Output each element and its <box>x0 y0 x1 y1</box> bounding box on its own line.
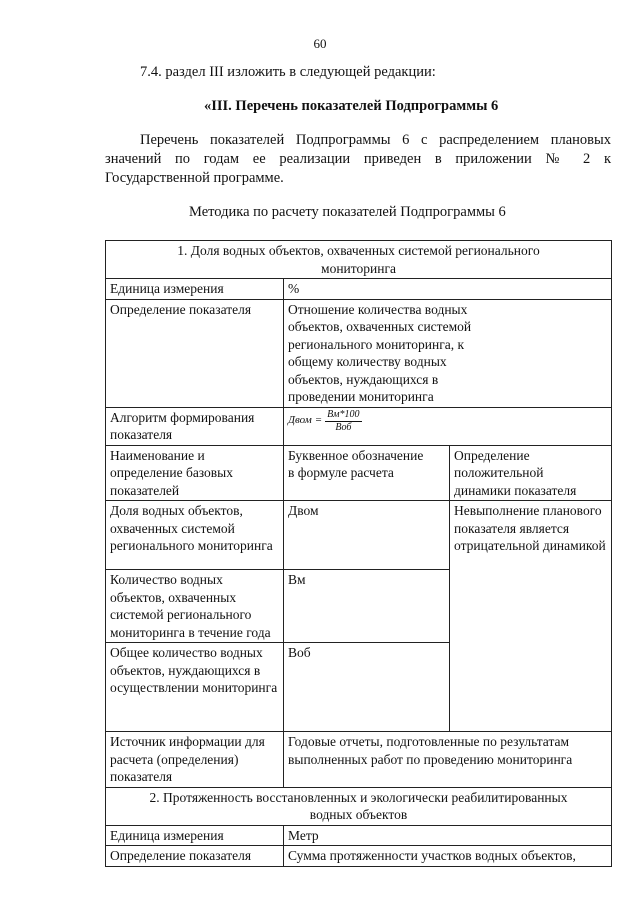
base-row-symbol: Двом <box>284 501 450 570</box>
paragraph-line-3: Государственной программе. <box>105 170 284 186</box>
indicator-1-title-line-1: 1. Доля водных объектов, охваченных системой регионального <box>177 243 540 258</box>
unit-label: Единица измерения <box>106 825 284 846</box>
unit-value: % <box>284 279 612 300</box>
base-header-symbol: Буквенное обозначение в формуле расчета <box>284 445 450 501</box>
dynamic-value: Невыполнение планового показателя является отрицательной динамикой <box>450 501 612 732</box>
formula-lhs: Двом <box>288 414 312 427</box>
indicator-1-title-line-2: мониторинга <box>321 260 396 276</box>
base-row-symbol: Воб <box>284 643 450 732</box>
base-header-row <box>106 445 612 501</box>
paragraph-line-2: значений по годам ее реализации приведен в приложении № 2 к <box>105 151 611 167</box>
page-number: 60 <box>313 36 327 51</box>
indicator-2-title-row <box>106 787 612 825</box>
definition-row-2 <box>106 846 612 867</box>
algorithm-label: Алгоритм формирования показателя <box>106 407 284 445</box>
definition-value: Отношение количества водных объектов, охваченных системой регионального мониторинга, к общему количеству водных объектов, нуждающихся в проведении мониторинга <box>284 299 612 407</box>
unit-value: Метр <box>284 825 612 846</box>
source-value: Годовые отчеты, подготовленные по результатам выполненных работ по проведению мониторинга <box>284 732 612 788</box>
base-header-name: Наименование и определение базовых показателей <box>106 445 284 501</box>
base-row-name: Доля водных объектов, охваченных системой регионального мониторинга <box>106 501 284 570</box>
unit-row-1 <box>106 279 612 300</box>
base-header-dynamic: Определение положительной динамики показателя <box>450 445 612 501</box>
base-row-1 <box>106 501 612 570</box>
definition-value: Сумма протяженности участков водных объектов, <box>284 846 612 867</box>
unit-row-2 <box>106 825 612 846</box>
formula-equals: = <box>314 414 323 427</box>
method-title: Методика по расчету показателей Подпрограммы 6 <box>189 204 506 220</box>
indicator-2-title-line-1: 2. Протяженность восстановленных и экологически реабилитированных <box>149 789 568 805</box>
base-row-name: Общее количество водных объектов, нуждающихся в осуществлении мониторинга <box>106 643 284 732</box>
formula-cell <box>284 407 612 445</box>
indicator-1-title <box>106 241 612 279</box>
indicator-1-title-row <box>106 241 612 279</box>
unit-label: Единица измерения <box>106 279 284 300</box>
paragraph-line-1: Перечень показателей Подпрограммы 6 с распределением плановых <box>140 132 611 148</box>
definition-label: Определение показателя <box>106 846 284 867</box>
source-label: Источник информации для расчета (определения) показателя <box>106 732 284 788</box>
base-row-name: Количество водных объектов, охваченных системой регионального мониторинга в течение года <box>106 570 284 643</box>
formula <box>288 409 362 434</box>
formula-fraction <box>325 409 361 434</box>
section-heading: «III. Перечень показателей Подпрограммы 6 <box>204 98 499 114</box>
algorithm-row <box>106 407 612 445</box>
definition-label: Определение показателя <box>106 299 284 407</box>
indicator-2-title-line-2: водных объектов <box>309 807 408 822</box>
definition-row-1 <box>106 299 612 407</box>
formula-numerator: Вм*100 <box>327 408 360 420</box>
intro-line: 7.4. раздел III изложить в следующей редакции: <box>140 64 436 80</box>
indicator-method-table <box>105 240 612 867</box>
source-row <box>106 732 612 788</box>
indicator-2-title <box>106 787 612 825</box>
formula-denominator: Воб <box>335 421 352 433</box>
base-row-symbol: Вм <box>284 570 450 643</box>
